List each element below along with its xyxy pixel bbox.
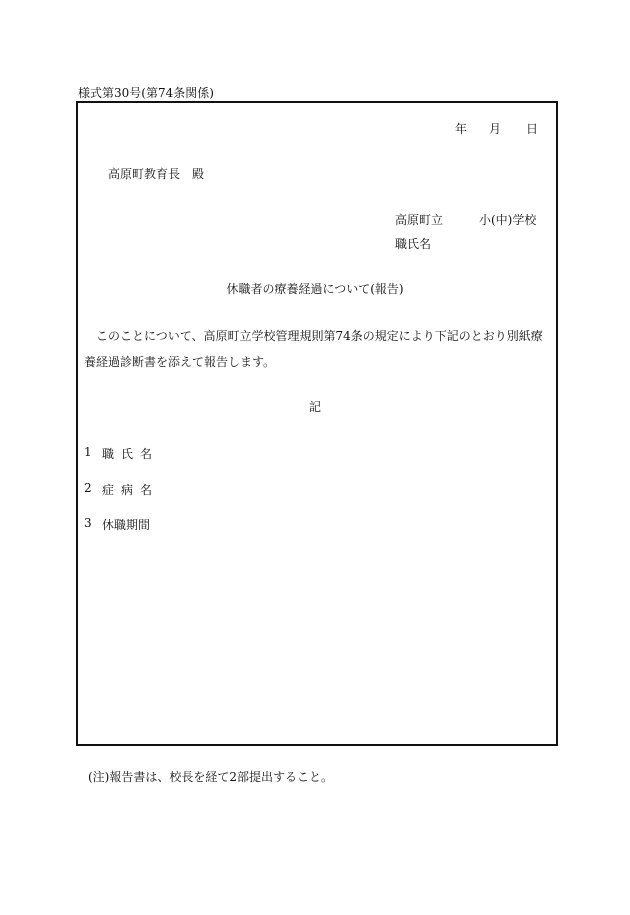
footnote: (注)報告書は、校長を経て2部提出すること。 xyxy=(88,770,333,784)
addressee: 高原町教育長 殿 xyxy=(108,167,205,181)
date-year-label: 年 xyxy=(455,122,468,136)
sender-name-label: 職氏名 xyxy=(395,237,432,251)
item-number: 3 xyxy=(84,516,92,530)
body-paragraph: このことについて、高原町立学校管理規則第74条の規定により下記のとおり別紙療養経過診断書を添えて報告します。 xyxy=(84,329,543,369)
date-month-label: 月 xyxy=(489,122,502,136)
item-number: 2 xyxy=(84,481,92,495)
date-day-label: 日 xyxy=(526,122,539,136)
report-form-box xyxy=(76,101,558,746)
sender-school-prefix: 高原町立 xyxy=(395,213,444,227)
ki-heading: 記 xyxy=(308,400,321,414)
item-number: 1 xyxy=(84,445,92,459)
item-label-leave-period: 休職期間 xyxy=(102,518,151,532)
sender-school-suffix: 小(中)学校 xyxy=(479,213,537,227)
document-title: 休職者の療養経過について(報告) xyxy=(226,282,404,296)
item-label-illness: 症病名 xyxy=(102,483,160,497)
form-number-label: 様式第30号(第74条関係) xyxy=(78,86,214,100)
item-label-name: 職氏名 xyxy=(102,447,160,461)
